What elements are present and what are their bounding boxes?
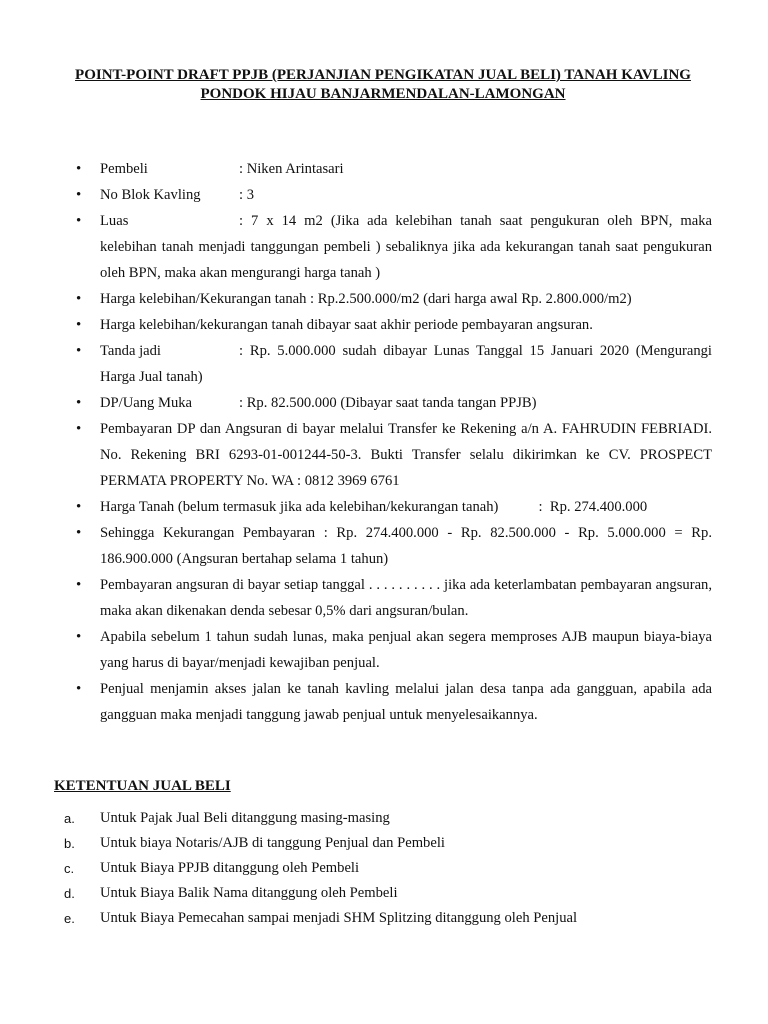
item-text: Harga Tanah (belum termasuk jika ada kelebihan/kekurangan tanah) : Rp. 274.400.000 [100, 499, 648, 515]
list-item [54, 208, 712, 286]
item-text: Untuk Pajak Jual Beli ditanggung masing-masing [100, 810, 390, 826]
list-item [54, 312, 712, 338]
points-list [54, 156, 712, 728]
title-line-2: PONDOK HIJAU BANJARMENDALAN-LAMONGAN [200, 86, 566, 102]
item-label: No Blok Kavling [100, 187, 201, 203]
item-text: : Rp. 82.500.000 (Dibayar saat tanda tangan PPJB) [239, 395, 537, 411]
list-item [54, 806, 712, 831]
item-marker: a. [64, 811, 75, 826]
list-item [54, 624, 712, 676]
item-text: Harga kelebihan/kekurangan tanah dibayar saat akhir periode pembayaran angsuran. [100, 317, 593, 333]
list-item [54, 338, 712, 390]
list-item [54, 856, 712, 881]
item-label: Pembeli [100, 161, 148, 177]
item-text: Untuk biaya Notaris/AJB di tanggung Penjual dan Pembeli [100, 835, 445, 851]
document-title [54, 66, 712, 104]
item-label: Luas [100, 213, 129, 229]
list-item [54, 831, 712, 856]
item-text: Harga kelebihan/Kekurangan tanah : Rp.2.500.000/m2 (dari harga awal Rp. 2.800.000/m2) [100, 291, 632, 307]
list-item [54, 390, 712, 416]
item-text: : 3 [239, 187, 254, 203]
item-text: Untuk Biaya Pemecahan sampai menjadi SHM Splitzing ditanggung oleh Penjual [100, 910, 578, 926]
item-text: Pembayaran DP dan Angsuran di bayar melalui Transfer ke Rekening a/n A. FAHRUDIN FEBRIADI. No. Rekening BRI 6293-01-001244-50-3. Bukti Transfer selalu dikirimkan ke CV. PROSPECT PERMATA PROPERTY No. WA : 0812 3969 6761 [100, 421, 712, 489]
item-text: Sehingga Kekurangan Pembayaran : Rp. 274.400.000 - Rp. 82.500.000 - Rp. 5.000.000 = Rp. 186.900.000 (Angsuran bertahap selama 1 tahun) [100, 525, 712, 567]
list-item [54, 416, 712, 494]
list-item [54, 881, 712, 906]
item-text: Penjual menjamin akses jalan ke tanah kavling melalui jalan desa tanpa ada gangguan, apabila ada gangguan maka menjadi tanggung jawab penjual untuk menyelesaikannya. [100, 681, 712, 723]
item-marker: d. [64, 886, 75, 901]
ketentuan-heading: KETENTUAN JUAL BELI [54, 778, 231, 794]
item-text: Apabila sebelum 1 tahun sudah lunas, maka penjual akan segera memproses AJB maupun biaya-biaya yang harus di bayar/menjadi kewajiban penjual. [100, 629, 712, 671]
list-item [54, 906, 712, 931]
item-text: Pembayaran angsuran di bayar setiap tanggal . . . . . . . . . . jika ada keterlambatan pembayaran angsuran, maka akan dikenakan denda sebesar 0,5% dari angsuran/bulan. [100, 577, 712, 619]
item-text: : Niken Arintasari [239, 161, 344, 177]
list-item [54, 520, 712, 572]
list-item [54, 676, 712, 728]
list-item [54, 156, 712, 182]
list-item [54, 182, 712, 208]
item-text: Untuk Biaya PPJB ditanggung oleh Pembeli [100, 860, 360, 876]
item-text: Untuk Biaya Balik Nama ditanggung oleh Pembeli [100, 885, 398, 901]
item-label: Tanda jadi [100, 343, 161, 359]
item-text: : Rp. 5.000.000 sudah dibayar Lunas Tanggal 15 Januari 2020 (Mengurangi Harga Jual tanah) [100, 343, 712, 385]
item-marker: b. [64, 836, 75, 851]
list-item [54, 286, 712, 312]
item-text: : 7 x 14 m2 (Jika ada kelebihan tanah saat pengukuran oleh BPN, maka kelebihan tanah menjadi tanggungan pembeli ) sebaliknya jika ada kekurangan tanah saat pengukuran oleh BPN, maka akan mengurangi harga tanah ) [100, 213, 712, 281]
item-label: DP/Uang Muka [100, 395, 193, 411]
title-line-1: POINT-POINT DRAFT PPJB (PERJANJIAN PENGIKATAN JUAL BELI) TANAH KAVLING [75, 67, 691, 83]
list-item [54, 572, 712, 624]
item-marker: e. [64, 911, 75, 926]
list-item [54, 494, 712, 520]
ketentuan-list [54, 806, 712, 931]
item-marker: c. [64, 861, 75, 876]
